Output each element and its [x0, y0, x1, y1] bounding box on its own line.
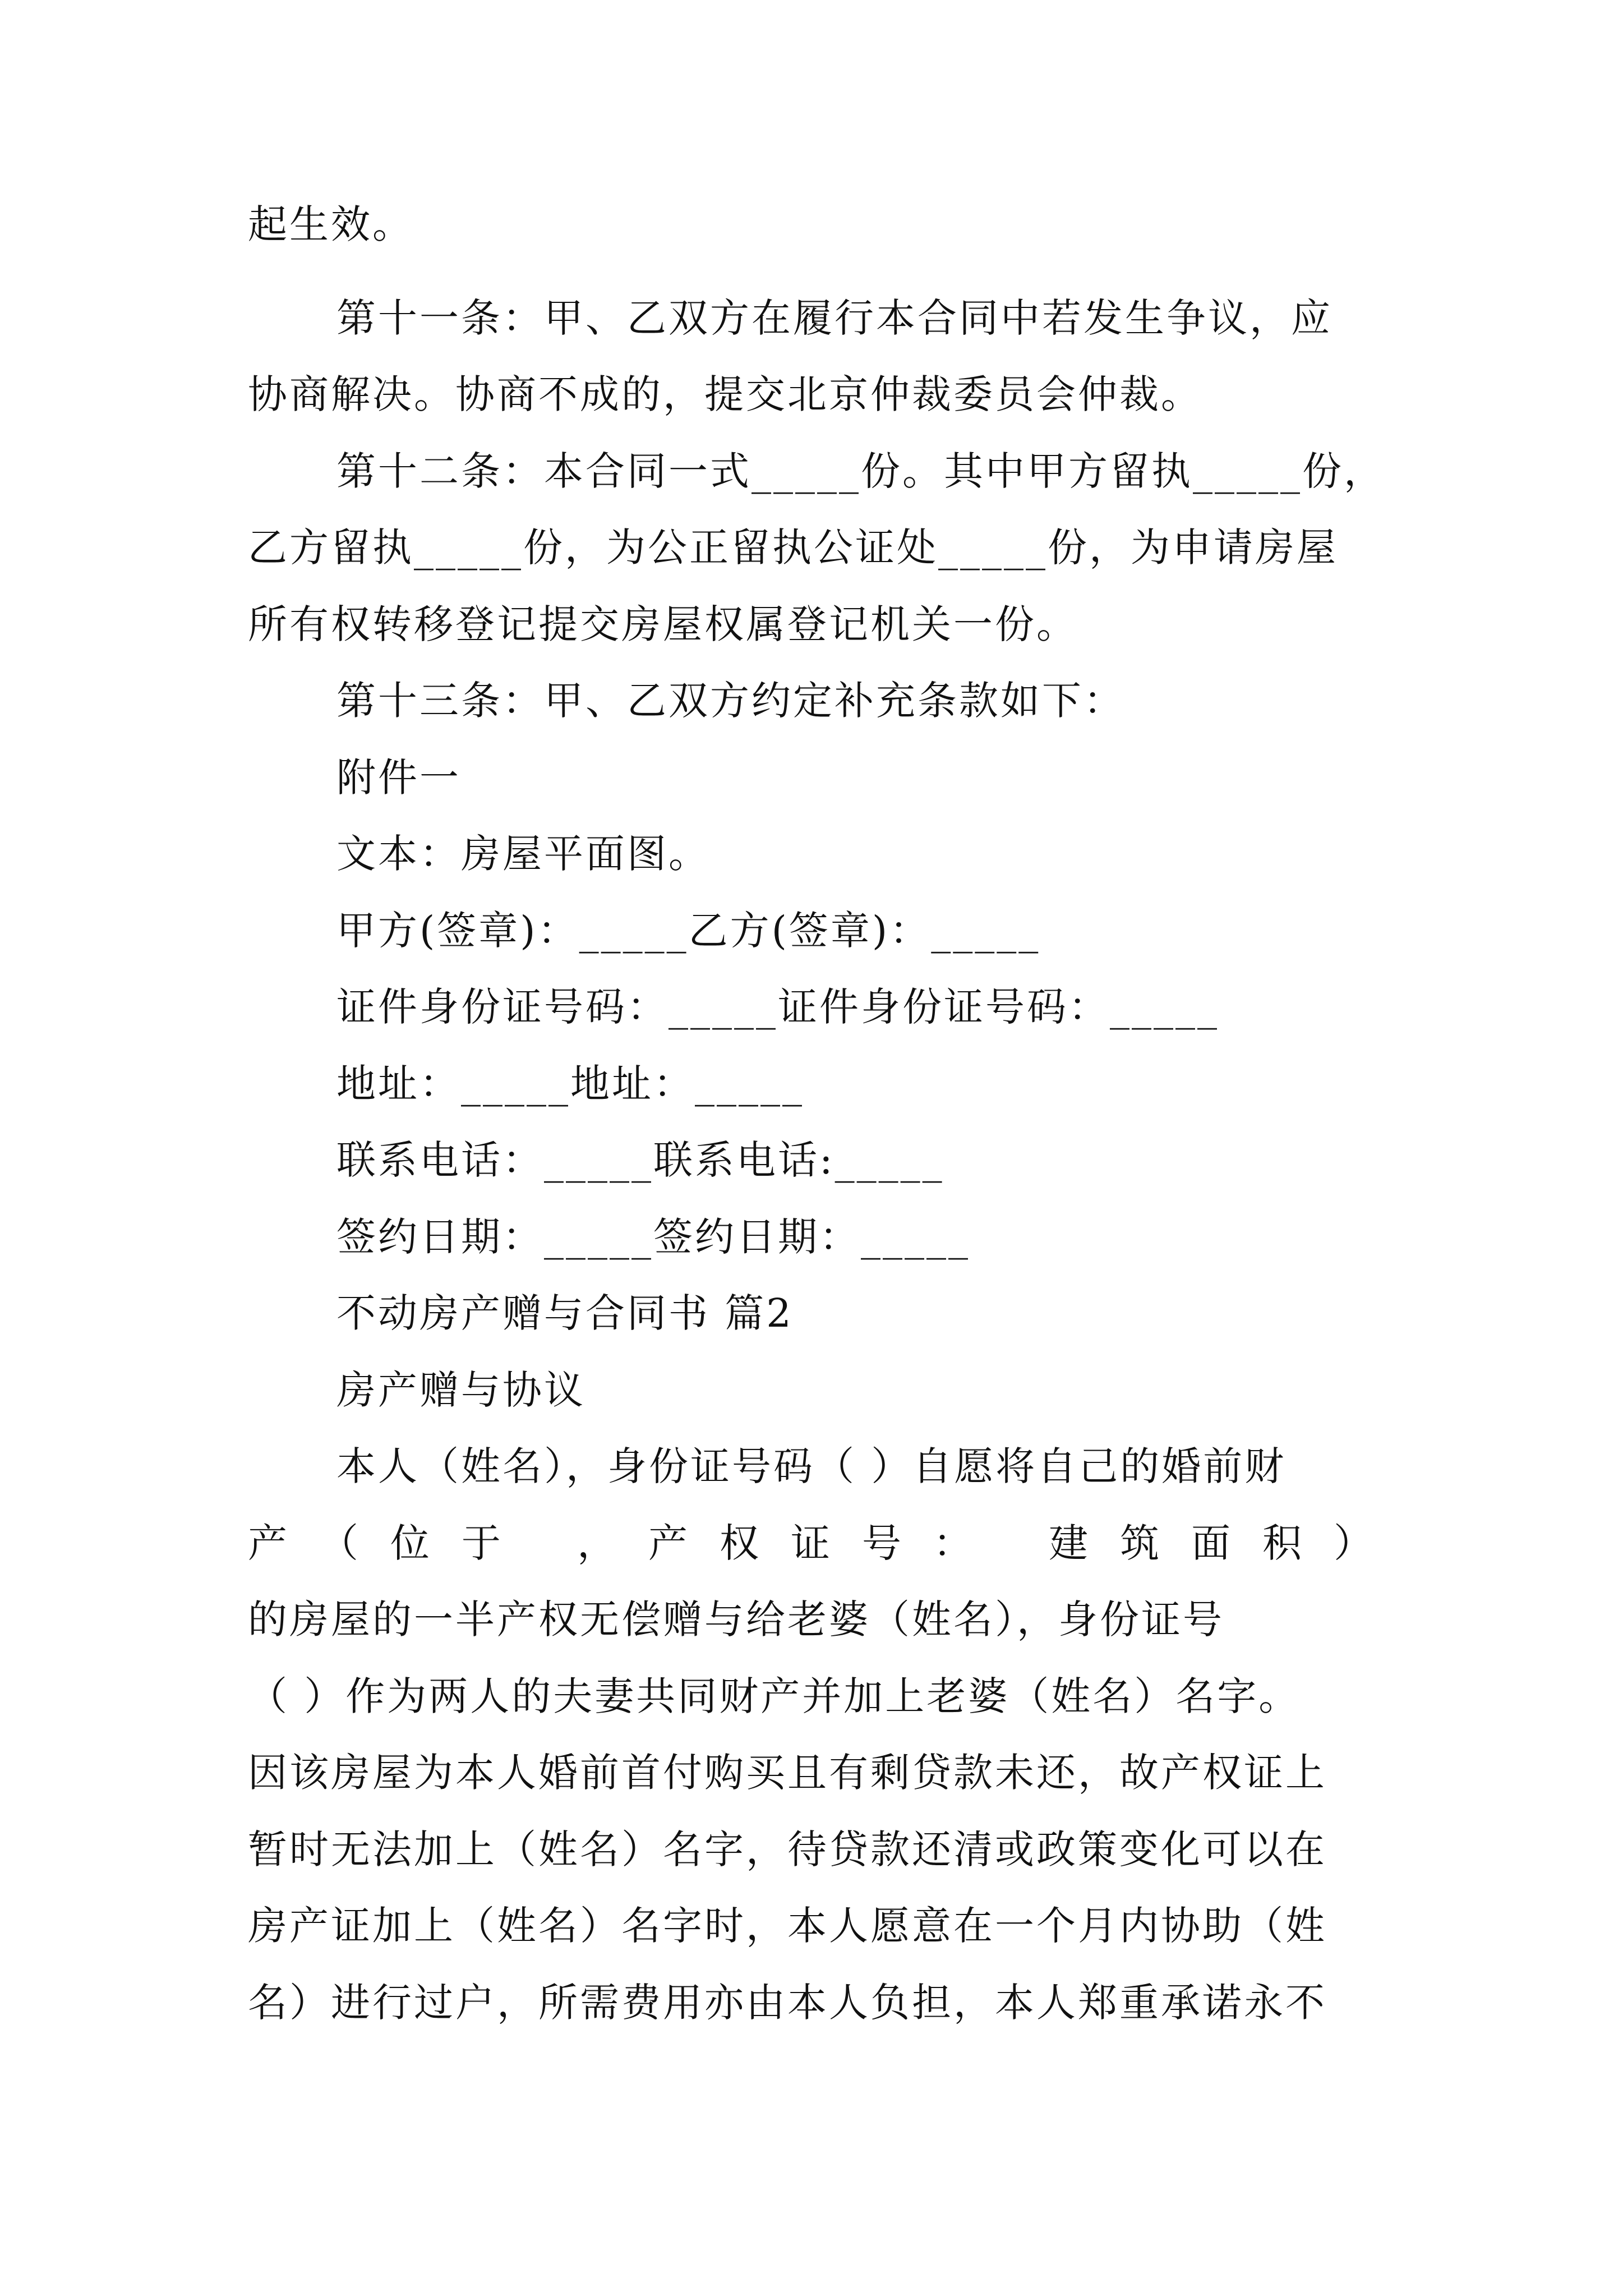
sign-date-line: 签约日期：_____签约日期：_____ — [336, 1214, 970, 1260]
article-13-line: 第十三条：甲、乙双方约定补充条款如下： — [336, 678, 1125, 724]
text-line: 因该房屋为本人婚前首付购买且有剩贷款未还，故产权证上 — [248, 1750, 1327, 1796]
address-line: 地址：_____地址：_____ — [336, 1061, 804, 1107]
article-12-line: 第十二条：本合同一式_____份。其中甲方留执_____份， — [336, 448, 1385, 494]
text-line: 协商解决。协商不成的，提交北京仲裁委员会仲裁。 — [248, 371, 1202, 417]
text-line: （ ）作为两人的夫妻共同财产并加上老婆（姓名）名字。 — [248, 1673, 1301, 1719]
text-line: 所有权转移登记提交房屋权属登记机关一份。 — [248, 601, 1078, 647]
article-11-line: 第十一条：甲、乙双方在履行本合同中若发生争议，应 — [336, 295, 1332, 341]
section-title: 不动房产赠与合同书 篇2 — [336, 1290, 794, 1336]
text-line: 暂时无法加上（姓名）名字，待贷款还清或政策变化可以在 — [248, 1826, 1327, 1872]
phone-line: 联系电话：_____联系电话:_____ — [336, 1137, 944, 1183]
text-line: 房产证加上（姓名）名字时，本人愿意在一个月内协助（姓 — [248, 1903, 1327, 1949]
text-line: 本人（姓名），身份证号码（ ）自愿将自己的婚前财 — [336, 1443, 1287, 1489]
text-line: 的房屋的一半产权无偿赠与给老婆（姓名），身份证号 — [248, 1596, 1224, 1642]
text-line: 名）进行过户，所需费用亦由本人负担，本人郑重承诺永不 — [248, 1980, 1327, 2026]
text-line: 文本：房屋平面图。 — [336, 831, 710, 877]
signature-line: 甲方(签章)：_____乙方(签章)：_____ — [336, 908, 1041, 954]
text-line: 乙方留执_____份，为公正留执公证处_____份，为申请房屋 — [248, 524, 1338, 570]
id-number-line: 证件身份证号码：_____证件身份证号码：_____ — [336, 984, 1219, 1030]
attachment-heading: 附件一 — [336, 754, 461, 800]
text-line: 产（位于 ，产权证号： 建筑面积） — [248, 1520, 1375, 1566]
text-line: 起生效。 — [248, 201, 414, 247]
agreement-title: 房产赠与协议 — [336, 1367, 585, 1413]
